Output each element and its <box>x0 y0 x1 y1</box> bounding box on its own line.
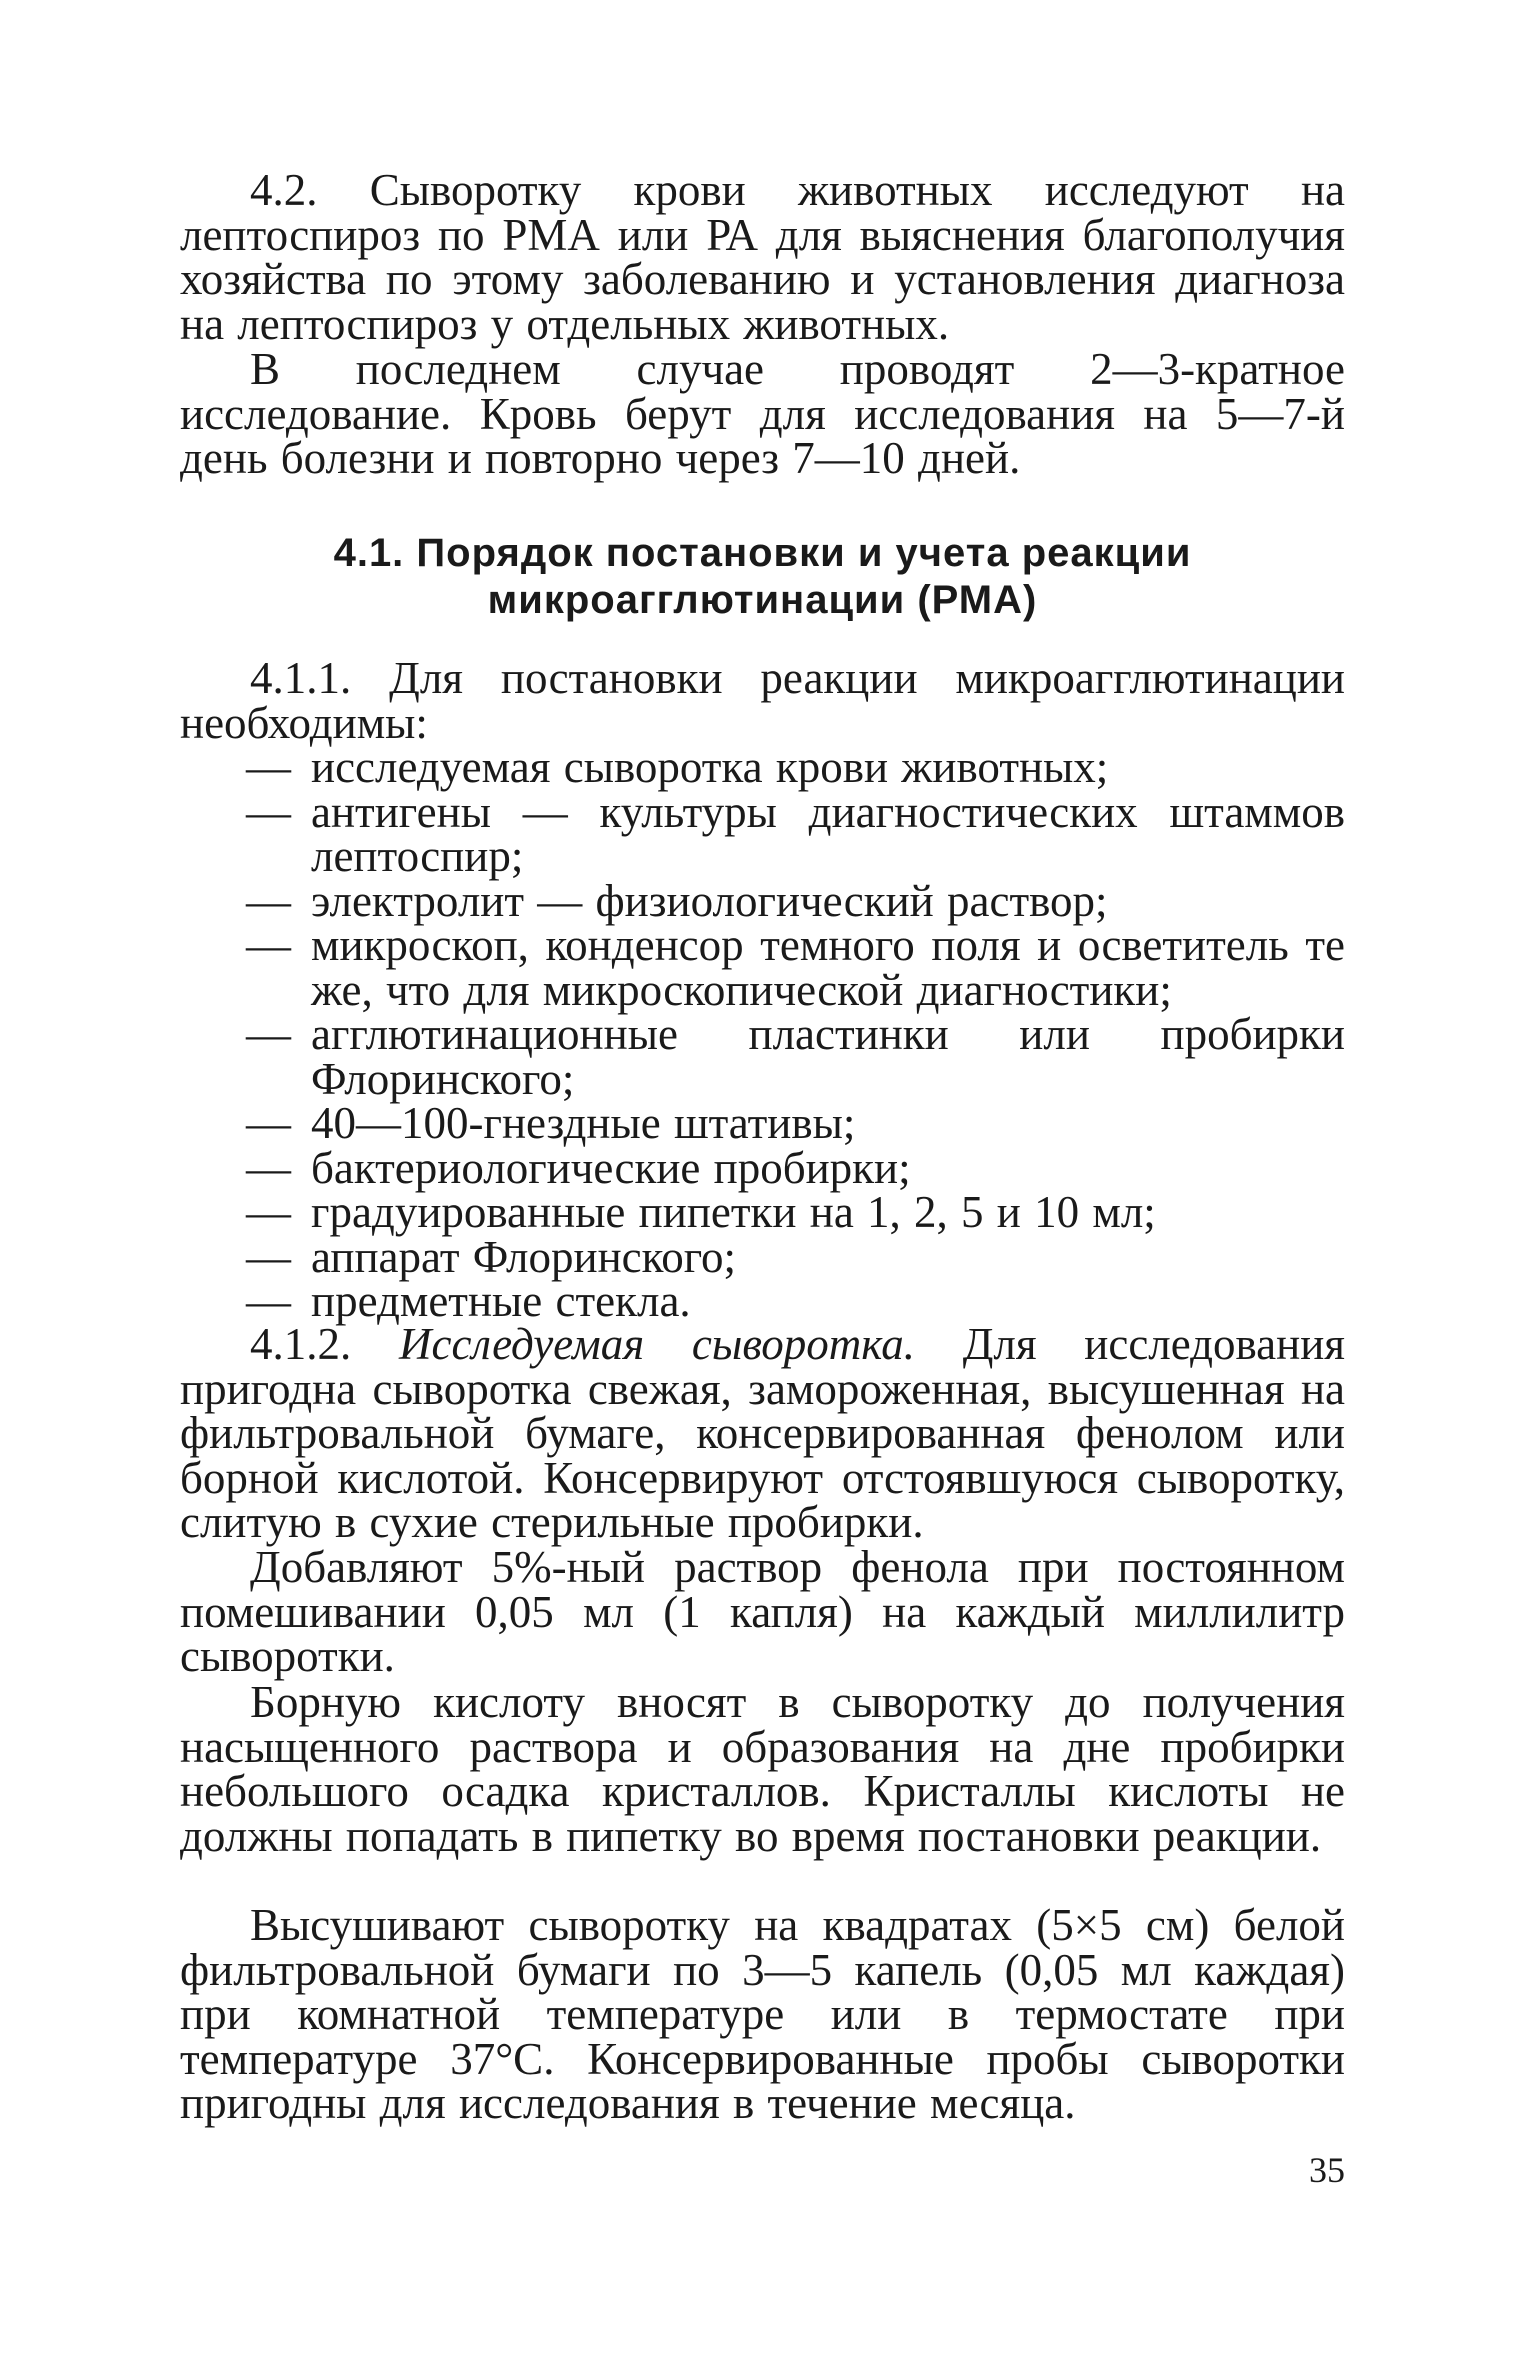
list-item <box>180 1231 1345 1282</box>
list-item <box>180 742 1345 792</box>
list-item <box>180 875 1345 926</box>
paragraph-4-2: 4.2. Сыворотку крови животных исследуют на лептоспироз по РМА или РА для выяснения благополучия хозяйства по этому заболеванию и установления диагноза на лептоспироз у отдельных животных. <box>180 165 1345 349</box>
list-item <box>180 1187 1345 1237</box>
list-item-text: бактериологические пробирки; <box>311 1142 911 1193</box>
paragraph-4-1-1-intro: 4.1.1. Для постановки реакции микроагглютинации необходимы: <box>180 653 1345 748</box>
list-item-text: исследуемая сыворотка крови животных; <box>311 742 1109 792</box>
list-dash: — <box>246 1187 291 1237</box>
paragraph-text: Для исследования пригодна сыворотка свежая, замороженная, высушенная на фильтровальной бумаге, консервированная фенолом или борной кислотой. Консервируют отстоявшуюся сыворотку, слитую в сухие стерильные пробирки. <box>180 1319 1346 1547</box>
list-item <box>180 1098 1345 1148</box>
paragraph-phenol: Добавляют 5%-ный раствор фенола при постоянном помешивании 0,05 мл (1 капля) на каждый миллилитр сыворотки. <box>180 1542 1345 1681</box>
list-item-text: антигены — культуры диагностических штаммов лептоспир; <box>311 786 1345 881</box>
list-dash: — <box>246 920 291 970</box>
list-dash: — <box>246 1142 291 1193</box>
list-item-text: предметные стекла. <box>311 1276 691 1326</box>
requirements-list <box>180 742 1345 1326</box>
italic-subtitle: Исследуемая сыворотка. <box>398 1319 915 1369</box>
paragraph-repeat-testing: В последнем случае проводят 2—3-кратное исследование. Кровь берут для исследования на 5—7-й день болезни и повторно через 7—10 дней. <box>180 344 1345 483</box>
list-dash: — <box>246 786 291 837</box>
list-item-text: агглютинационные пластинки или пробирки Флоринского; <box>311 1009 1345 1104</box>
list-item-text: электролит — физиологический раствор; <box>311 875 1108 926</box>
list-item-text: аппарат Флоринского; <box>311 1231 737 1282</box>
list-item <box>180 786 1345 881</box>
section-heading <box>180 530 1345 624</box>
list-item <box>180 1142 1345 1193</box>
list-item <box>180 920 1345 1015</box>
section-number: 4.1.2. <box>250 1319 352 1369</box>
list-dash: — <box>246 742 291 792</box>
list-dash: — <box>246 875 291 926</box>
list-dash: — <box>246 1231 291 1282</box>
paragraph-drying: Высушивают сыворотку на квадратах (5×5 см) белой фильтровальной бумаги по 3—5 капель (0,05 мл каждая) при комнатной температуре или в термостате при температуре 37°С. Консервированные пробы сыворотки пригодны для исследования в течение месяца. <box>180 1900 1345 2128</box>
list-dash: — <box>246 1098 291 1148</box>
list-item-text: градуированные пипетки на 1, 2, 5 и 10 мл; <box>311 1187 1156 1237</box>
paragraph-4-1-2 <box>180 1319 1346 1547</box>
list-item <box>180 1276 1345 1326</box>
list-item <box>180 1009 1345 1104</box>
section-heading-line-1: 4.1. Порядок постановки и учета реакции <box>333 531 1192 575</box>
list-dash: — <box>246 1276 291 1326</box>
paragraph-boric-acid: Борную кислоту вносят в сыворотку до получения насыщенного раствора и образования на дне пробирки небольшого осадка кристаллов. Кристаллы кислоты не должны попадать в пипетку во время постановки реакции. <box>180 1677 1345 1861</box>
section-heading-line-2: микроагглютинации (РМА) <box>487 578 1038 622</box>
page-number: 35 <box>1309 2150 1345 2190</box>
list-dash: — <box>246 1009 291 1059</box>
list-item-text: 40—100-гнездные штативы; <box>311 1098 856 1148</box>
list-item-text: микроскоп, конденсор темного поля и осветитель те же, что для микроскопической диагностики; <box>311 920 1345 1015</box>
